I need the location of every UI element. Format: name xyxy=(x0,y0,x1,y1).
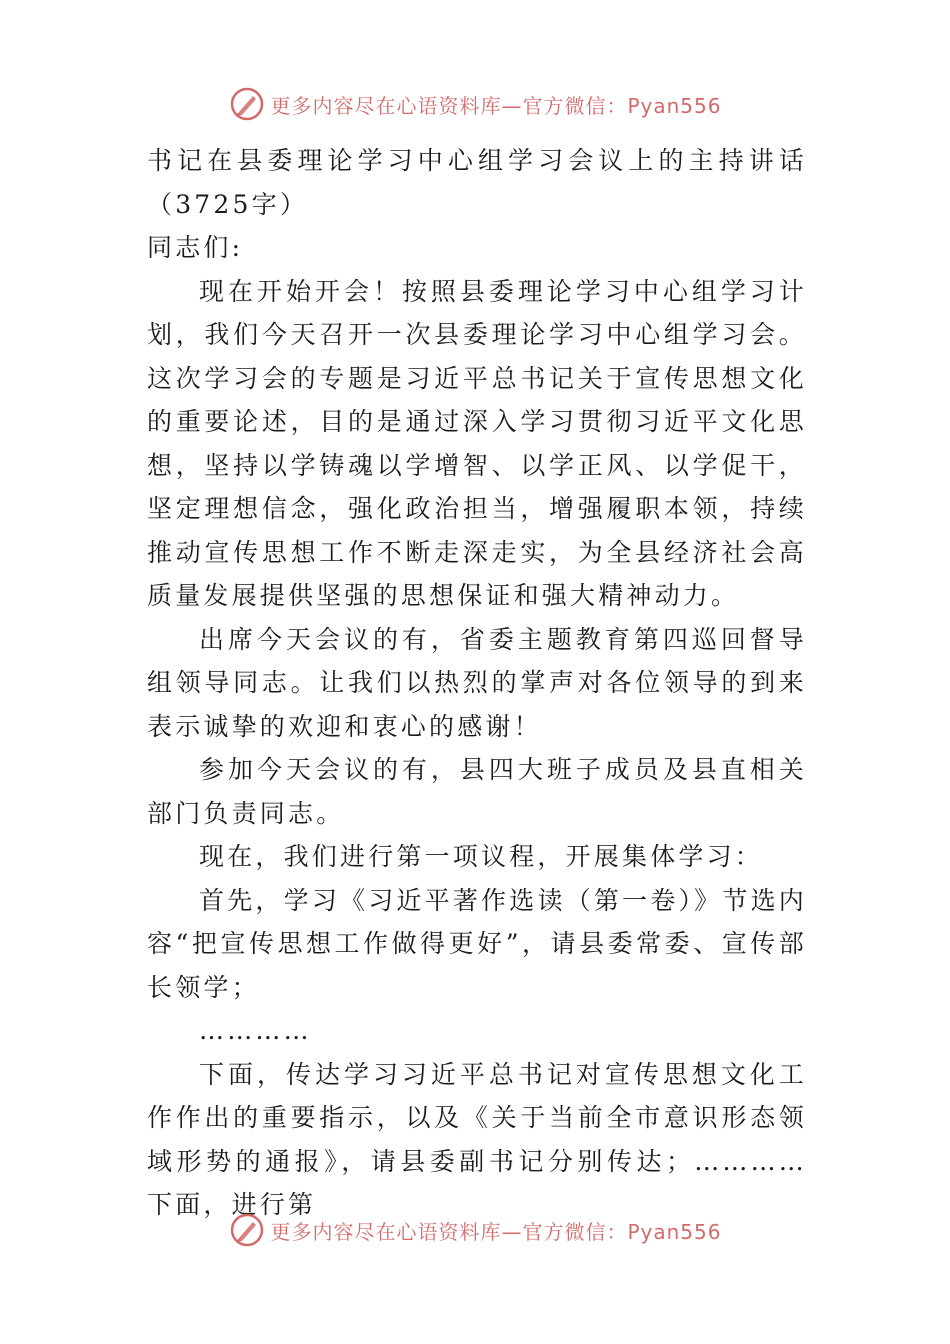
paragraph-first-study: 首先，学习《习近平著作选读（第一卷）》节选内容“把宣传思想工作做得更好”，请县委常委、宣传部长领学； xyxy=(147,885,807,1002)
header-watermark xyxy=(0,82,950,126)
document-body xyxy=(147,139,807,1227)
paragraph-attendees-members: 参加今天会议的有，县四大班子成员及县直相关部门负责同志。 xyxy=(147,755,807,828)
document-title: 书记在县委理论学习中心组学习会议上的主持讲话（3725字） xyxy=(147,146,807,219)
footer-watermark xyxy=(0,1208,950,1252)
watermark-text: 更多内容尽在心语资料库—官方微信：Pyan556 xyxy=(270,93,722,118)
paragraph-attendees-leaders: 出席今天会议的有，省委主题教育第四巡回督导组领导同志。让我们以热烈的掌声对各位领导的到来表示诚挚的欢迎和衷心的感谢！ xyxy=(147,624,807,741)
watermark-text: 更多内容尽在心语资料库—官方微信：Pyan556 xyxy=(270,1219,722,1244)
paragraph-agenda-one: 现在，我们进行第一项议程，开展集体学习： xyxy=(199,842,764,871)
salutation: 同志们: xyxy=(147,233,244,262)
pen-logo-icon xyxy=(228,85,266,123)
paragraph-ellipsis: ………… xyxy=(199,1016,312,1045)
paragraph-opening: 现在开始开会！按照县委理论学习中心组学习计划，我们今天召开一次县委理论学习中心组学习会。这次学习会的专题是习近平总书记关于宣传思想文化的重要论述，目的是通过深入学习贯彻习近平文化思想，坚持以学铸魂以学增智、以学正风、以学促干，坚定理想信念，强化政治担当，增强履职本领，持续推动宣传思想工作不断走深走实，为全县经济社会高质量发展提供坚强的思想保证和强大精神动力。 xyxy=(147,276,807,610)
paragraph-next-study: 下面，传达学习习近平总书记对宣传思想文化工作作出的重要指示，以及《关于当前全市意识形态领域形势的通报》，请县委副书记分别传达；…………下面，进行第 xyxy=(147,1059,807,1219)
pen-logo-icon xyxy=(228,1211,266,1249)
